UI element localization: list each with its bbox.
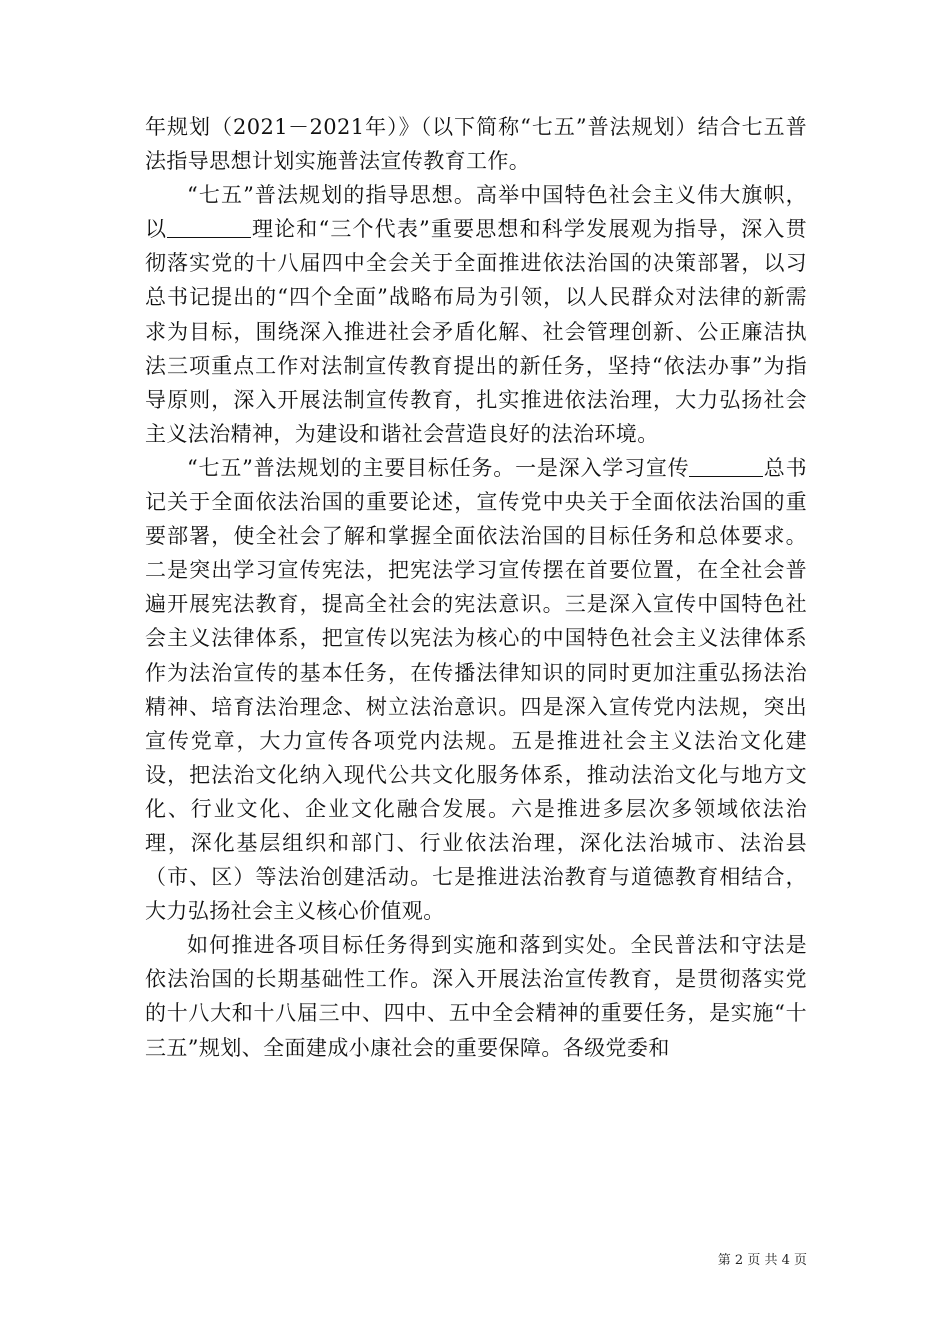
paragraph-text: 理论和“三个代表”重要思想和科学发展观为指导，深入贯彻落实党的十八届四中全会关于全面推进依法治国的决策部署，以习总书记提出的“四个全面”战略布局为引领，以人民群众对法律的新需求为目标，围绕深入推进社会矛盾化解、社会管理创新、公正廉洁执法三项重点工作对法制宣传教育提出的新任务，坚持“依法办事”为指导原则，深入开展法制宣传教育，扎实推进依法治理，大力弘扬社会主义法治精神，为建设和谐社会营造良好的法治环境。 [145,217,807,446]
document-body [145,110,807,1065]
paragraph-text: “七五”普法规划的主要目标任务。一是深入学习宣传 [187,455,690,480]
paragraph-text: 总书记关于全面依法治国的重要论述，宣传党中央关于全面依法治国的重要部署，使全社会了解和掌握全面依法治国的目标任务和总体要求。二是突出学习宣传宪法，把宪法学习宣传摆在首要位置，在全社会普遍开展宪法教育，提高全社会的宪法意识。三是深入宣传中国特色社会主义法律体系，把宣传以宪法为核心的中国特色社会主义法律体系作为法治宣传的基本任务，在传播法律知识的同时更加注重弘扬法治精神、培育法治理念、树立法治意识。四是深入宣传党内法规，突出宣传党章，大力宣传各项党内法规。五是推进社会主义法治文化建设，把法治文化纳入现代公共文化服务体系，推动法治文化与地方文化、行业文化、企业文化融合发展。六是推进多层次多领域依法治理，深化基层组织和部门、行业依法治理，深化法治城市、法治县（市、区）等法治创建活动。七是推进法治教育与道德教育相结合，大力弘扬社会主义核心价值观。 [145,455,807,924]
paragraph-continuation: 年规划（2021－2021年）》（以下简称“七五”普法规划）结合七五普法指导思想计划实施普法宣传教育工作。 [145,115,807,174]
fill-in-blank [689,456,763,477]
paragraph-text: “七五”普法规划的指导思想。高举中国特色社会主义伟大旗帜，以 [145,183,807,242]
paragraph-guiding-thought [145,178,807,451]
fill-in-blank [167,217,251,238]
paragraph-main-tasks [145,451,807,928]
paragraph-implementation: 如何推进各项目标任务得到实施和落到实处。全民普法和守法是依法治国的长期基础性工作。深入开展法治宣传教育，是贯彻落实党的十八大和十八届三中、四中、五中全会精神的重要任务，是实施“十三五”规划、全面建成小康社会的重要保障。各级党委和 [145,933,807,1060]
page-number: 第 2 页 共 4 页 [717,1253,807,1268]
